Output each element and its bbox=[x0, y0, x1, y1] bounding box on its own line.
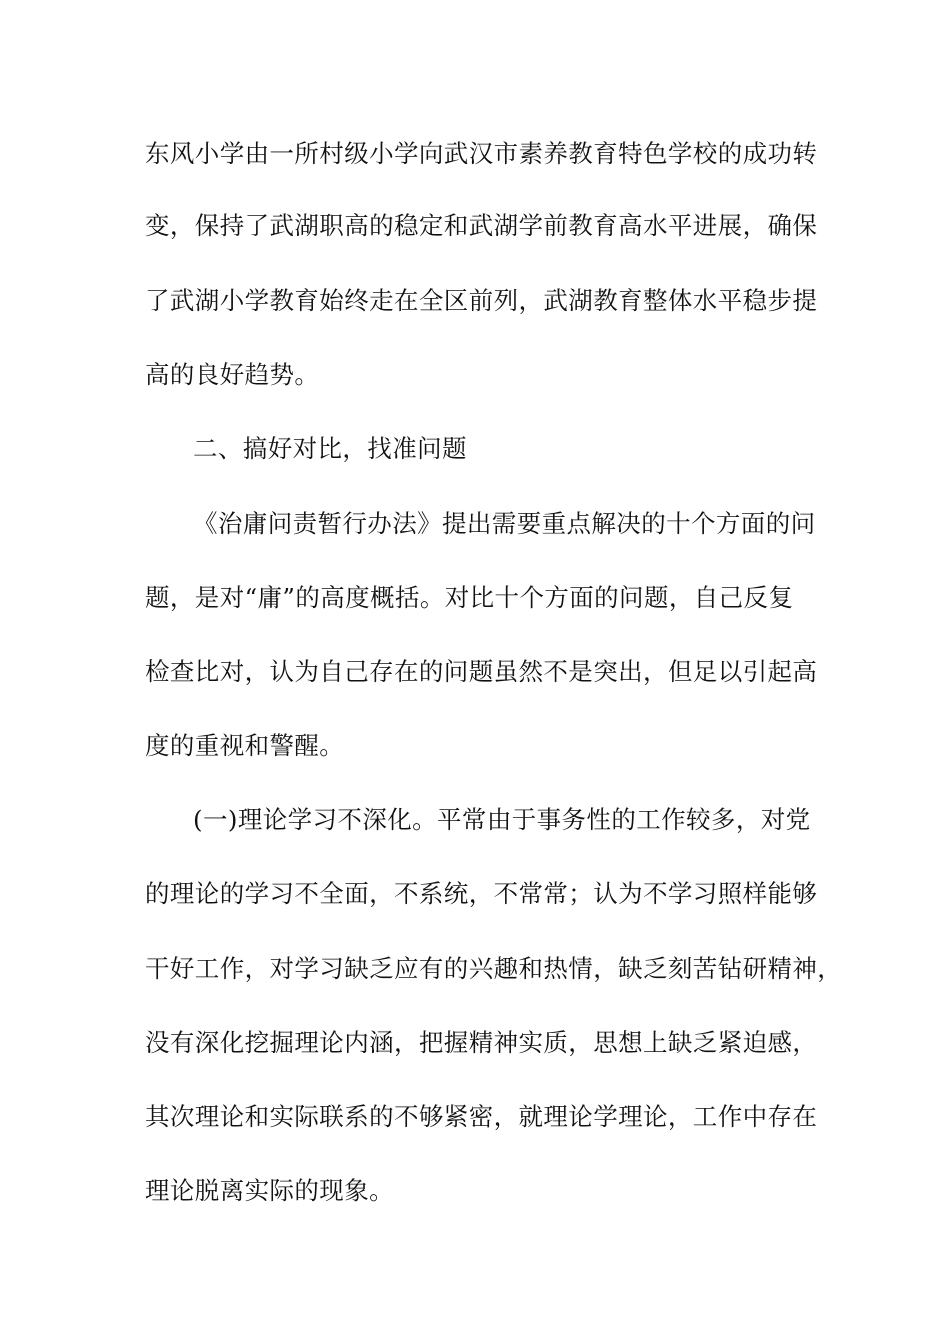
paragraph-line: 度的重视和警醒。 bbox=[145, 731, 345, 760]
paragraph-line: 理论脱离实际的现象。 bbox=[145, 1176, 394, 1205]
paragraph-line: 了武湖小学教育始终走在全区前列，武湖教育整体水平稳步提 bbox=[145, 286, 818, 315]
paragraph-line: (一)理论学习不深化。平常由于事务性的工作较多，对党 bbox=[193, 805, 811, 834]
paragraph-line: 其次理论和实际联系的不够紧密，就理论学理论，工作中存在 bbox=[145, 1102, 818, 1131]
paragraph-line: 没有深化挖掘理论内涵，把握精神实质，思想上缺乏紧迫感， bbox=[145, 1028, 818, 1057]
paragraph-line: 东风小学由一所村级小学向武汉市素养教育特色学校的成功转 bbox=[145, 139, 818, 168]
paragraph-line: 高的良好趋势。 bbox=[145, 360, 320, 389]
paragraph-line: 检查比对，认为自己存在的问题虽然不是突出，但足以引起高 bbox=[145, 657, 818, 686]
paragraph-line: 的理论的学习不全面，不系统，不常常；认为不学习照样能够 bbox=[145, 879, 818, 908]
paragraph-line: 变，保持了武湖职高的稳定和武湖学前教育高水平进展，确保 bbox=[145, 211, 818, 240]
section-heading: 二、搞好对比，找准问题 bbox=[193, 434, 467, 463]
paragraph-line: 干好工作，对学习缺乏应有的兴趣和热情，缺乏刻苦钻研精神， bbox=[145, 954, 843, 983]
paragraph-line: 《治庸问责暂行办法》提出需要重点解决的十个方面的问 bbox=[193, 509, 816, 538]
paragraph-line: 题，是对“庸”的高度概括。对比十个方面的问题，自己反复 bbox=[145, 583, 794, 612]
